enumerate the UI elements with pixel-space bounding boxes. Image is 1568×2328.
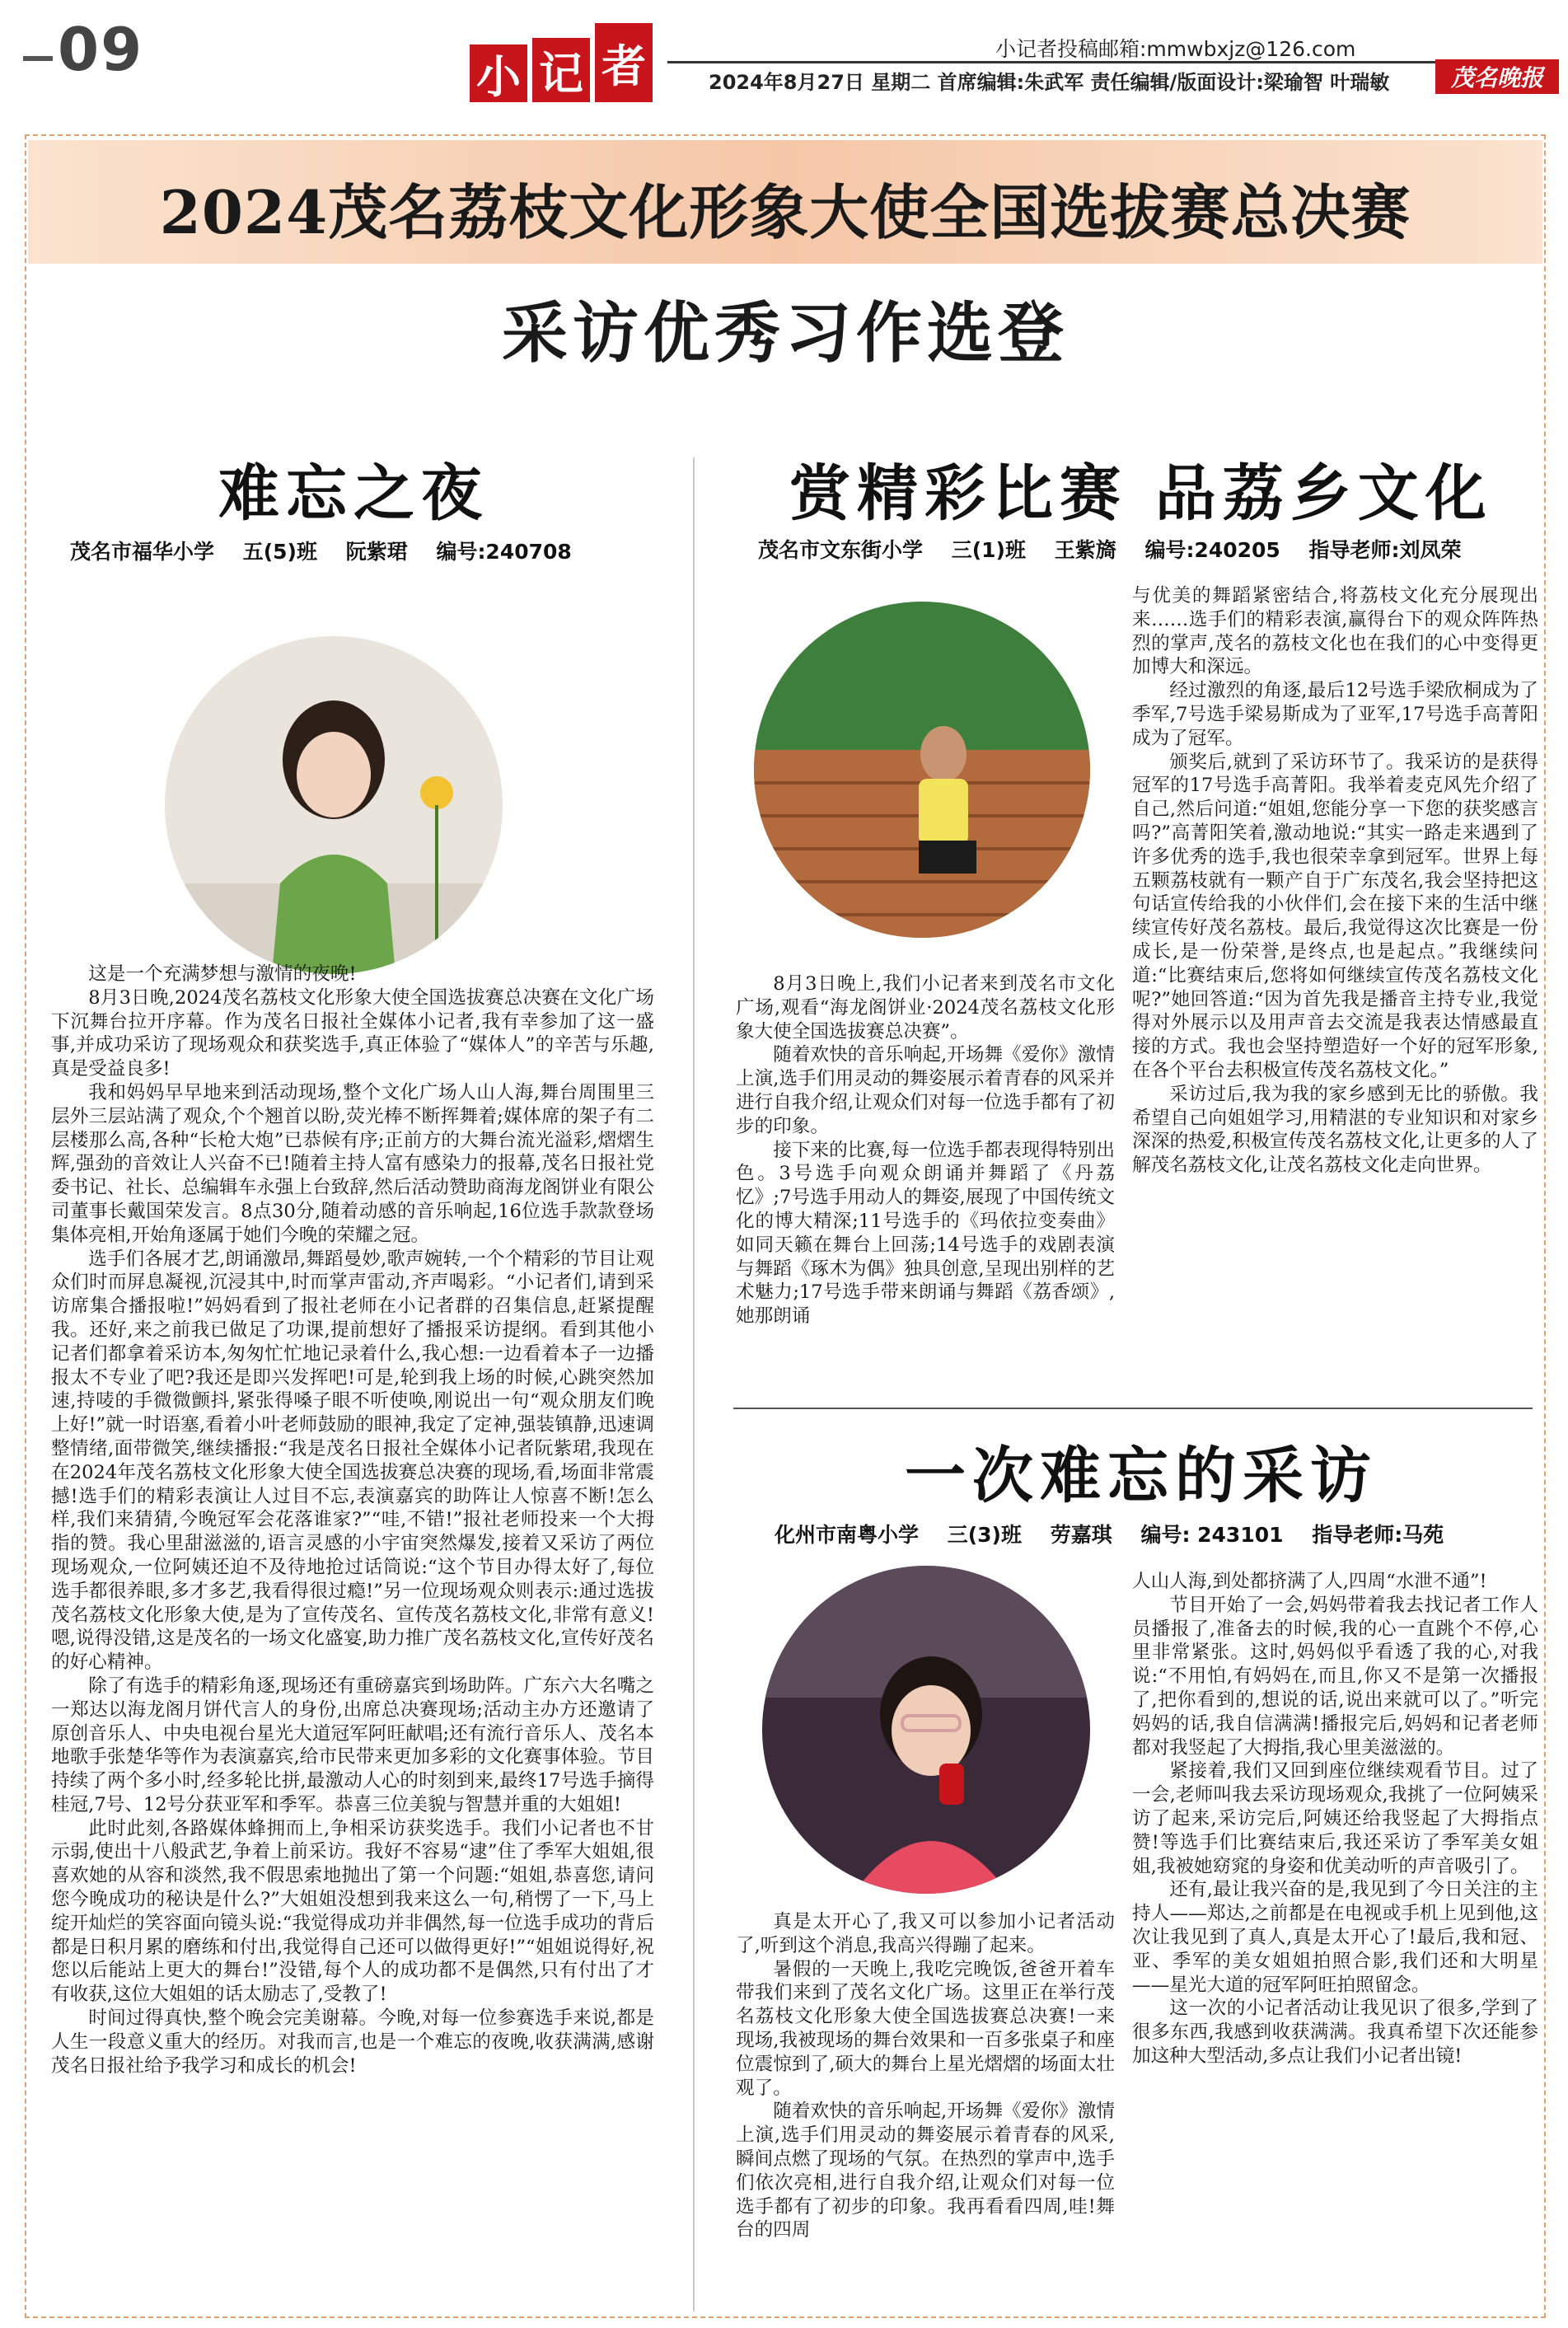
masthead-rule bbox=[667, 61, 1559, 63]
article-paragraph: 8月3日晚上,我们小记者来到茂名市文化广场,观看“海龙阁饼业·2024茂名荔枝文化形象大使全国选拔赛总决赛”。 bbox=[736, 973, 1115, 1042]
article-body bbox=[736, 1910, 1115, 2242]
byline-id: 编号:240708 bbox=[436, 540, 572, 564]
byline-id: 编号: 243101 bbox=[1140, 1523, 1284, 1547]
byline-teacher: 指导老师:马苑 bbox=[1312, 1523, 1444, 1547]
byline-class: 五(5)班 bbox=[242, 540, 317, 564]
article-paragraph: 真是太开心了,我又可以参加小记者活动了,听到这个消息,我高兴得蹦了起来。 bbox=[736, 1911, 1115, 1956]
article-byline bbox=[758, 534, 1483, 564]
column-tag-char: 记 bbox=[532, 38, 590, 102]
article-paragraph: 暑假的一天晚上,我吃完晚饭,爸爸开着车带我们来到了茂名文化广场。这里正在举行茂名荔枝文化形象大使全国选拔赛总决赛!一来现场,我被现场的舞台效果和一百多张桌子和座位震惊到了,硕大的舞台上星光熠熠的场面太壮观了。 bbox=[736, 1958, 1115, 2099]
article-body bbox=[1132, 1570, 1538, 2068]
column-tag-char: 者 bbox=[595, 23, 653, 102]
article-title: 一次难忘的采访 bbox=[905, 1440, 1378, 1511]
byline-class: 三(1)班 bbox=[951, 538, 1026, 562]
byline-id: 编号:240205 bbox=[1144, 538, 1280, 562]
article-title: 赏精彩比赛 品荔乡文化 bbox=[789, 458, 1493, 529]
article-paragraph: 选手们各展才艺,朗诵激昂,舞蹈曼妙,歌声婉转,一个个精彩的节目让观众们时而屏息凝视,沉浸其中,时而掌声雷动,齐声喝彩。“小记者们,请到采访席集合播报啦!”妈妈看到了报社老师在小记者群的召集信息,赶紧提醒我。还好,来之前我已做足了功课,提前想好了播报采访提纲。看到其他小记者们都拿着采访本,匆匆忙忙地记录着什么,我心想:一边看着本子一边播报太不专业了吧?我还是即兴发挥吧!可是,轮到我上场的时候,心跳突然加速,持唛的手微微颤抖,紧张得嗓子眼不听使唤,刚说出一句“观众朋友们晚上好!”就一时语塞,看着小叶老师鼓励的眼神,我定了定神,强装镇静,迅速调整情绪,面带微笑,继续播报:“我是茂名日报社全媒体小记者阮紫珺,我现在在2024年茂名荔枝文化形象大使全国选拔赛总决赛的现场,看,场面非常震撼!选手们的精彩表演让人过目不忘,表演嘉宾的助阵让人惊喜不断!怎么样,我们来猜猜,今晚冠军会花落谁家?”“哇,不错!”报社老师投来一个大拇指的赞。我心里甜滋滋的,语言灵感的小宇宙突然爆发,接着又采访了两位现场观众,一位阿姨还迫不及待地抢过话筒说:“这个节目办得太好了,每位选手都很养眼,多才多艺,我看得很过瘾!”另一位现场观众则表示:通过选拔茂名荔枝文化形象大使,是为了宣传茂名、宣传茂名荔枝文化,非常有意义!嗯,说得没错,这是茂名的一场文化盛宴,助力推广茂名荔枝文化,宣传好茂名的好心精神。 bbox=[51, 1248, 654, 1674]
column-divider bbox=[693, 457, 695, 2312]
article-body bbox=[736, 972, 1115, 1328]
article-paragraph: 这一次的小记者活动让我见识了很多,学到了很多东西,我感到收获满满。我真希望下次还能参加这种大型活动,多点让我们小记者出镜! bbox=[1132, 1998, 1538, 2067]
byline-author: 阮紫珺 bbox=[345, 540, 408, 564]
column-tag bbox=[470, 23, 658, 102]
column-tag-char: 小 bbox=[470, 44, 527, 102]
article-paragraph: 与优美的舞蹈紧密结合,将荔枝文化充分展现出来……选手们的精彩表演,赢得台下的观众阵阵热烈的掌声,茂名的荔枝文化也在我们的心中变得更加博大和深远。 bbox=[1132, 585, 1538, 678]
article-paragraph: 采访过后,我为我的家乡感到无比的骄傲。我希望自己向姐姐学习,用精湛的专业知识和对家乡深深的热爱,积极宣传茂名荔枝文化,让更多的人了解茂名荔枝文化,让茂名荔枝文化走向世界。 bbox=[1132, 1083, 1538, 1177]
author-photo bbox=[762, 1566, 1090, 1894]
dateline: 2024年8月27日 星期二 首席编辑:朱武军 责任编辑/版面设计:梁瑜智 叶瑞敏 bbox=[709, 71, 1390, 94]
newspaper-logo: 茂名晚报 bbox=[1435, 59, 1559, 94]
article-paragraph: 随着欢快的音乐响起,开场舞《爱你》激情上演,选手们用灵动的舞姿展示着青春的风采,瞬间点燃了现场的气氛。在热烈的掌声中,选手们依次亮相,进行自我介绍,让观众们对每一位选手都有了初步的印象。我再看看四周,哇!舞台的四周 bbox=[736, 2101, 1115, 2241]
article-body bbox=[51, 963, 654, 2077]
article-body bbox=[1132, 584, 1538, 1178]
article-paragraph: 接下来的比赛,每一位选手都表现得特别出色。3号选手向观众朗诵并舞蹈了《丹荔忆》;7号选手用动人的舞姿,展现了中国传统文化的博大精深;11号选手的《玛依拉变奏曲》如同天籁在舞台上回荡;14号选手的戏剧表演与舞蹈《琢木为偶》独具创意,呈现出别样的艺术魅力;17号选手带来朗诵与舞蹈《荔香颂》,她那朗诵 bbox=[736, 1139, 1115, 1328]
article-paragraph: 还有,最让我兴奋的是,我见到了今日关注的主持人——郑达,之前都是在电视或手机上见到他,这次让我见到了真人,真是太开心了!最后,我和冠、亚、季军的美女姐姐拍照合影,我们还和大明星——星光大道的冠军阿旺拍照留念。 bbox=[1132, 1879, 1538, 1996]
article-paragraph: 这是一个充满梦想与激情的夜晚! bbox=[88, 963, 357, 985]
article-paragraph: 此时此刻,各路媒体蜂拥而上,争相采访获奖选手。我们小记者也不甘示弱,使出十八般武艺,争着上前采访。我好不容易“逮”住了季军大姐姐,很喜欢她的从容和淡然,我不假思索地抛出了第一个问题:“姐姐,恭喜您,请问您今晚成功的秘诀是什么?”大姐姐没想到我来这么一句,稍愣了一下,马上绽开灿烂的笑容面向镜头说:“我觉得成功并非偶然,每一位选手成功的背后都是日积月累的磨练和付出,我觉得自己还可以做得更好!”“姐姐说得好,祝您以后能站上更大的舞台!”没错,每个人的成功都不是偶然,只有付出了才有收获,这位大姐姐的话太励志了,受教了! bbox=[51, 1817, 654, 2006]
article-byline bbox=[70, 536, 593, 565]
byline-school: 茂名市文东街小学 bbox=[758, 538, 924, 562]
article-paragraph: 颁奖后,就到了采访环节了。我采访的是获得冠军的17号选手高菁阳。我举着麦克风先介绍了自己,然后问道:“姐姐,您能分享一下您的获奖感言吗?”高菁阳笑着,激动地说:“其实一路走来遇到了许多优秀的选手,我也很荣幸拿到冠军。世界上每五颗荔枝就有一颗产自于广东茂名,我会坚持把这句话宣传给我的小伙伴们,会在接下来的生活中继续宣传好茂名荔枝。最后,我觉得这次比赛是一份成长,是一份荣誉,是终点,也是起点。”我继续问道:“比赛结束后,您将如何继续宣传茂名荔枝文化呢?”她回答道:“因为首先我是播音主持专业,我觉得对外展示以及用声音去交流是我表达情感最直接的方式。我也会坚持塑造好一个好的冠军形象,在各个平台去积极宣传茂名荔枝文化。” bbox=[1132, 751, 1538, 1081]
article-byline bbox=[775, 1519, 1465, 1548]
submission-email: 小记者投稿邮箱:mmwbxjz@126.com bbox=[995, 37, 1356, 61]
byline-class: 三(3)班 bbox=[947, 1523, 1022, 1547]
byline-teacher: 指导老师:刘凤荣 bbox=[1308, 538, 1462, 562]
byline-author: 王紫旖 bbox=[1054, 538, 1116, 562]
page-title: 2024茂名荔枝文化形象大使全国选拔赛总决赛 bbox=[159, 177, 1411, 247]
article-paragraph: 时间过得真快,整个晚会完美谢幕。今晚,对每一位参赛选手来说,都是人生一段意义重大的经历。对我而言,也是一个难忘的夜晚,收获满满,感谢茂名日报社给予我学习和成长的机会! bbox=[51, 2007, 654, 2077]
byline-author: 劳嘉琪 bbox=[1050, 1523, 1112, 1547]
article-title: 难忘之夜 bbox=[218, 458, 489, 529]
page-subtitle: 采访优秀习作选登 bbox=[502, 294, 1069, 372]
article-paragraph: 我和妈妈早早地来到活动现场,整个文化广场人山人海,舞台周围里三层外三层站满了观众,个个翘首以盼,荧光棒不断挥舞着;媒体席的架子有二层楼那么高,各种“长枪大炮”已恭候有序;正前方的大舞台流光溢彩,熠熠生辉,强劲的音效让人兴奋不已!随着主持人富有感染力的报幕,茂名日报社党委书记、社长、总编辑车永强上台致辞,然后活动赞助商海龙阁饼业有限公司董事长戴国荣发言。8点30分,随着动感的音乐响起,16位选手款款登场集体亮相,开始角逐属于她们今晚的荣耀之冠。 bbox=[51, 1081, 654, 1246]
page-number-dash bbox=[23, 56, 53, 61]
byline-school: 茂名市福华小学 bbox=[70, 540, 215, 564]
article-paragraph: 节目开始了一会,妈妈带着我去找记者工作人员播报了,准备去的时候,我的心一直跳个不停,心里非常紧张。这时,妈妈似乎看透了我的心,对我说:“不用怕,有妈妈在,而且,你又不是第一次播报了,把你看到的,想说的话,说出来就可以了。”听完妈妈的话,我自信满满!播报完后,妈妈和记者老师都对我竖起了大拇指,我心里美滋滋的。 bbox=[1132, 1594, 1538, 1759]
page-number: 09 bbox=[58, 15, 144, 84]
article-paragraph: 除了有选手的精彩角逐,现场还有重磅嘉宾到场助阵。广东六大名嘴之一郑达以海龙阁月饼代言人的身份,出席总决赛现场;活动主办方还邀请了原创音乐人、中央电视台星光大道冠军阿旺献唱;还有流行音乐人、茂名本地歌手张楚华等作为表演嘉宾,给市民带来更加多彩的文化赛事体验。节目持续了两个多小时,经多轮比拼,最激动人心的时刻到来,最终17号选手摘得桂冠,7号、12号分获亚军和季军。恭喜三位美貌与智慧并重的大姐姐! bbox=[51, 1675, 654, 1815]
article-divider bbox=[733, 1408, 1533, 1409]
article-paragraph: 8月3日晚,2024茂名荔枝文化形象大使全国选拔赛总决赛在文化广场下沉舞台拉开序幕。作为茂名日报社全媒体小记者,我有幸参加了这一盛事,并成功采访了现场观众和获奖选手,真正体验了“媒体人”的辛苦与乐趣,真是受益良多! bbox=[51, 986, 654, 1080]
author-photo bbox=[165, 636, 503, 974]
article-paragraph: 随着欢快的音乐响起,开场舞《爱你》激情上演,选手们用灵动的舞姿展示着青春的风采并进行自我介绍,让观众们对每一位选手都有了初步的印象。 bbox=[736, 1044, 1115, 1137]
article-paragraph: 紧接着,我们又回到座位继续观看节目。过了一会,老师叫我去采访现场观众,我挑了一位阿姨采访了起来,采访完后,阿姨还给我竖起了大拇指点赞!等选手们比赛结束后,我还采访了季军美女姐姐,我被她窈窕的身姿和优美动听的声音吸引了。 bbox=[1132, 1760, 1538, 1877]
author-photo bbox=[754, 602, 1090, 938]
article-paragraph: 经过激烈的角逐,最后12号选手梁欣桐成为了季军,7号选手梁易斯成为了亚军,17号选手高菁阳成为了冠军。 bbox=[1132, 680, 1538, 749]
byline-school: 化州市南粤小学 bbox=[775, 1523, 920, 1547]
article-paragraph: 人山人海,到处都挤满了人,四周“水泄不通”! bbox=[1132, 1571, 1487, 1592]
